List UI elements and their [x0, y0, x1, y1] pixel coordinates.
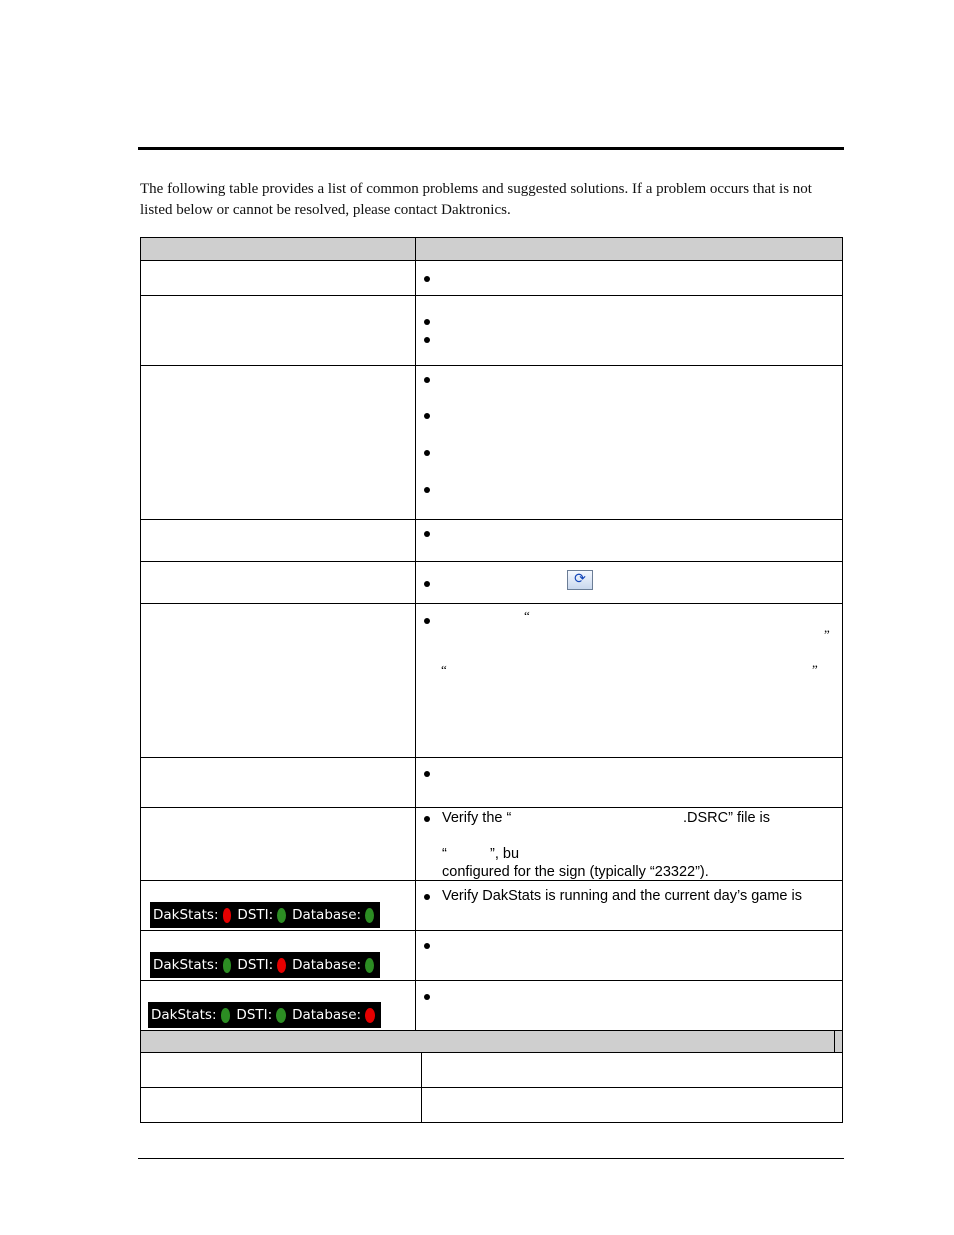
bullet-icon: [424, 276, 430, 282]
table-row: [140, 366, 843, 520]
bullet-icon: [424, 450, 430, 456]
dsti-label: DSTI:: [237, 907, 274, 923]
bottom-rule: [138, 1158, 844, 1159]
table-row: [140, 808, 843, 881]
red-status-icon: [223, 908, 232, 923]
table-row: [140, 981, 843, 1031]
bullet-icon: [424, 531, 430, 537]
database-label: Database:: [292, 957, 362, 973]
table-row: [140, 758, 843, 808]
bullet-icon: [424, 994, 430, 1000]
verify-dakstats-text: Verify DakStats is running and the current day’s game is: [442, 888, 803, 904]
red-status-icon: [365, 1008, 375, 1023]
table-row: [140, 261, 843, 296]
open-quote-mark: “: [524, 608, 530, 623]
bullet-icon: [424, 581, 430, 587]
intro-paragraph: The following table provides a list of common problems and suggested solutions. If a problem occurs that is not listed below or cannot be resolved, please contact Daktronics.: [140, 181, 812, 218]
bullet-icon: [424, 319, 430, 325]
dakstats-label: DakStats:: [153, 957, 219, 973]
dsrc-file-text: .DSRC” file is: [683, 810, 771, 826]
bullet-icon: [424, 487, 430, 493]
bullet-icon: [424, 771, 430, 777]
bullet-icon: [424, 337, 430, 343]
dsti-label: DSTI:: [236, 1007, 273, 1023]
database-label: Database:: [292, 1007, 362, 1023]
green-status-icon: [277, 908, 286, 923]
table-row: [140, 931, 843, 981]
table-row: [140, 562, 843, 604]
bullet-icon: [424, 816, 430, 822]
table-section-header: [140, 1031, 843, 1053]
bullet-icon: [424, 413, 430, 419]
status-bar-dsti-red: [150, 952, 380, 978]
bullet-icon: [424, 894, 430, 900]
refresh-icon[interactable]: ⟳: [567, 570, 593, 590]
quote-open-text: “: [442, 846, 447, 862]
but-text: ”, bu: [490, 846, 520, 862]
close-quote-mark: ”: [812, 662, 818, 677]
bullet-icon: [424, 377, 430, 383]
configured-text: configured for the sign (typically “23322”).: [442, 864, 709, 880]
green-status-icon: [223, 958, 232, 973]
database-label: Database:: [292, 907, 362, 923]
table-row: [140, 296, 843, 366]
table-row: [140, 1053, 843, 1088]
open-quote-mark: “: [441, 662, 447, 677]
status-bar-database-red: [148, 1002, 381, 1028]
top-rule: [138, 147, 844, 150]
bullet-icon: [424, 943, 430, 949]
red-status-icon: [277, 958, 286, 973]
green-status-icon: [365, 908, 374, 923]
verify-dsrc-text: Verify the “: [442, 810, 512, 826]
table-row: [140, 881, 843, 931]
table-row: [140, 1088, 843, 1123]
status-bar-dakstats-red: [150, 902, 380, 928]
table-header-row: [140, 237, 843, 261]
dsti-label: DSTI:: [237, 957, 274, 973]
table-row: [140, 604, 843, 758]
table-row: [140, 520, 843, 562]
bullet-icon: [424, 618, 430, 624]
dakstats-label: DakStats:: [153, 907, 219, 923]
green-status-icon: [221, 1008, 231, 1023]
dakstats-label: DakStats:: [151, 1007, 217, 1023]
close-quote-mark: ”: [824, 627, 830, 642]
green-status-icon: [276, 1008, 286, 1023]
green-status-icon: [365, 958, 374, 973]
